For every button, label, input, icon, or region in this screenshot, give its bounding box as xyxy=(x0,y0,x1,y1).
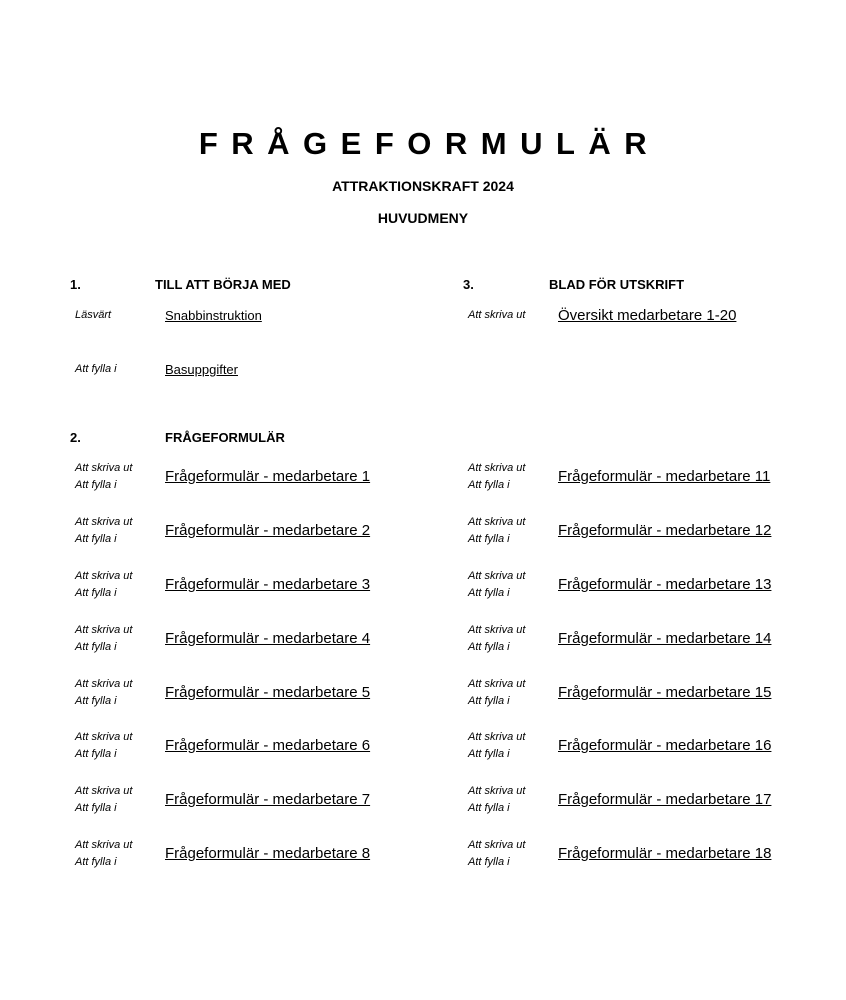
row-label-fill: Att fylla i xyxy=(468,695,510,707)
section-1-number: 1. xyxy=(70,277,81,292)
row-label-fill: Att fylla i xyxy=(75,802,117,814)
link-formular-medarbetare-5[interactable]: Frågeformulär - medarbetare 5 xyxy=(165,684,371,701)
link-formular-medarbetare-1[interactable]: Frågeformulär - medarbetare 1 xyxy=(165,468,371,485)
row-label-print: Att skriva ut xyxy=(75,731,133,743)
link-formular-medarbetare-4[interactable]: Frågeformulär - medarbetare 4 xyxy=(165,630,371,647)
link-formular-medarbetare-7[interactable]: Frågeformulär - medarbetare 7 xyxy=(165,791,371,808)
section-2-title: FRÅGEFORMULÄR xyxy=(165,430,285,445)
row-label: Att skriva ut xyxy=(468,309,526,321)
row-label-print: Att skriva ut xyxy=(75,678,133,690)
row-label-print: Att skriva ut xyxy=(75,516,133,528)
row-label-print: Att skriva ut xyxy=(468,624,526,636)
row-label-fill: Att fylla i xyxy=(468,748,510,760)
row-label-print: Att skriva ut xyxy=(75,624,133,636)
section-1-title: TILL ATT BÖRJA MED xyxy=(155,277,291,292)
link-formular-medarbetare-18[interactable]: Frågeformulär - medarbetare 18 xyxy=(558,845,772,862)
row-label-print: Att skriva ut xyxy=(468,570,526,582)
row-label-print: Att skriva ut xyxy=(468,516,526,528)
link-formular-medarbetare-6[interactable]: Frågeformulär - medarbetare 6 xyxy=(165,737,371,754)
menu-heading: HUVUDMENY xyxy=(377,210,469,226)
row-label-fill: Att fylla i xyxy=(75,695,117,707)
link-basuppgifter[interactable]: Basuppgifter xyxy=(165,362,238,377)
link-oversikt-medarbetare[interactable]: Översikt medarbetare 1-20 xyxy=(558,307,737,324)
row-label-print: Att skriva ut xyxy=(468,785,526,797)
page-title: FRÅGEFORMULÄR xyxy=(198,126,661,161)
link-formular-medarbetare-15[interactable]: Frågeformulär - medarbetare 15 xyxy=(558,684,772,701)
row-label-print: Att skriva ut xyxy=(75,785,133,797)
row-label-print: Att skriva ut xyxy=(468,678,526,690)
row-label-print: Att skriva ut xyxy=(75,570,133,582)
link-formular-medarbetare-8[interactable]: Frågeformulär - medarbetare 8 xyxy=(165,845,371,862)
row-label-fill: Att fylla i xyxy=(468,802,510,814)
row-label: Läsvärt xyxy=(75,309,112,321)
row-label-fill: Att fylla i xyxy=(75,587,117,599)
page-subtitle: ATTRAKTIONSKRAFT 2024 xyxy=(332,178,514,194)
link-formular-medarbetare-2[interactable]: Frågeformulär - medarbetare 2 xyxy=(165,522,371,539)
link-formular-medarbetare-13[interactable]: Frågeformulär - medarbetare 13 xyxy=(558,576,772,593)
section-2-number: 2. xyxy=(70,430,81,445)
row-label-fill: Att fylla i xyxy=(468,587,510,599)
row-label-fill: Att fylla i xyxy=(75,533,117,545)
link-formular-medarbetare-14[interactable]: Frågeformulär - medarbetare 14 xyxy=(558,630,772,647)
row-label-print: Att skriva ut xyxy=(75,839,133,851)
row-label-fill: Att fylla i xyxy=(468,856,510,868)
section-3-number: 3. xyxy=(463,277,474,292)
link-formular-medarbetare-17[interactable]: Frågeformulär - medarbetare 17 xyxy=(558,791,772,808)
link-snabbinstruktion[interactable]: Snabbinstruktion xyxy=(165,308,262,323)
row-label-fill: Att fylla i xyxy=(75,856,117,868)
row-label: Att fylla i xyxy=(75,363,117,375)
row-label-print: Att skriva ut xyxy=(468,839,526,851)
link-formular-medarbetare-12[interactable]: Frågeformulär - medarbetare 12 xyxy=(558,522,772,539)
row-label-fill: Att fylla i xyxy=(75,748,117,760)
row-label-print: Att skriva ut xyxy=(468,731,526,743)
row-label-print: Att skriva ut xyxy=(75,462,133,474)
section-3-title: BLAD FÖR UTSKRIFT xyxy=(549,277,685,292)
row-label-print: Att skriva ut xyxy=(468,462,526,474)
row-label-fill: Att fylla i xyxy=(75,479,117,491)
row-label-fill: Att fylla i xyxy=(75,641,117,653)
row-label-fill: Att fylla i xyxy=(468,533,510,545)
row-label-fill: Att fylla i xyxy=(468,479,510,491)
link-formular-medarbetare-16[interactable]: Frågeformulär - medarbetare 16 xyxy=(558,737,772,754)
row-label-fill: Att fylla i xyxy=(468,641,510,653)
link-formular-medarbetare-3[interactable]: Frågeformulär - medarbetare 3 xyxy=(165,576,371,593)
link-formular-medarbetare-11[interactable]: Frågeformulär - medarbetare 11 xyxy=(558,468,771,485)
